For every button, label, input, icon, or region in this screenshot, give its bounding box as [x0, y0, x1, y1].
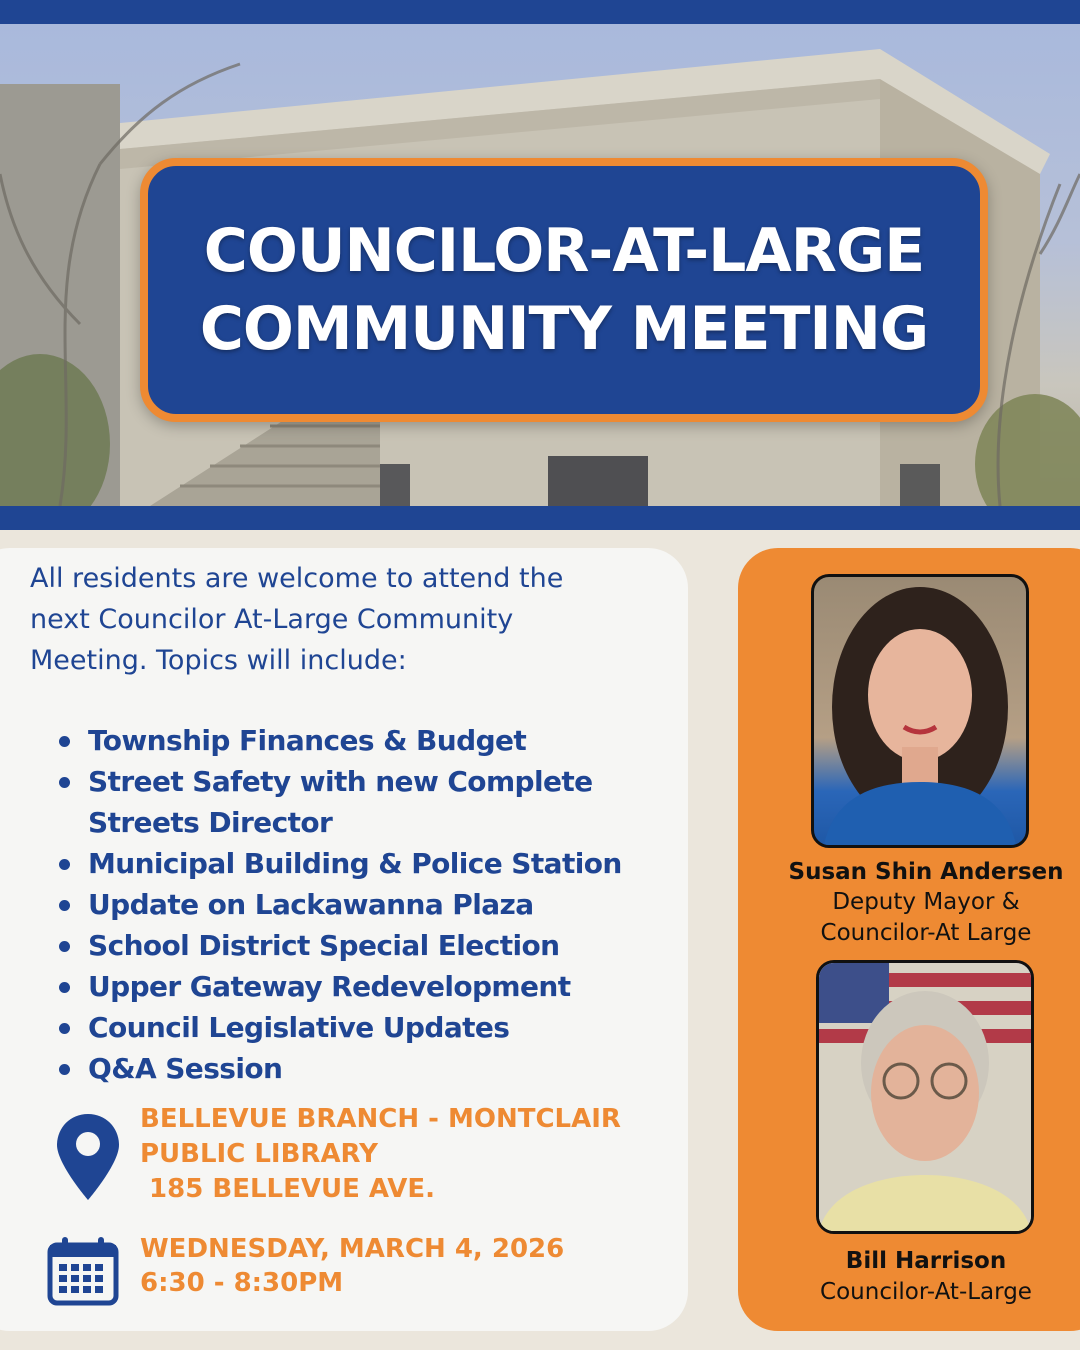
meeting-date: WEDNESDAY, MARCH 4, 2026 — [140, 1234, 565, 1264]
topic-label: Township Finances & Budget — [88, 724, 527, 757]
topic-label: Upper Gateway Redevelopment — [88, 970, 571, 1003]
topic-item-continuation — [55, 802, 675, 843]
topic-item — [55, 884, 675, 925]
intro-text — [30, 558, 650, 681]
portrait-illustration — [814, 577, 1026, 845]
bullet-icon — [59, 777, 70, 788]
event-title-banner — [140, 158, 988, 422]
speaker-role: Councilor-At-Large — [820, 1279, 1032, 1305]
speaker-photo-bill — [816, 960, 1034, 1234]
intro-line: next Councilor At-Large Community — [30, 604, 514, 635]
portrait-illustration — [819, 963, 1031, 1231]
topic-label: Municipal Building & Police Station — [88, 847, 622, 880]
topic-item — [55, 1007, 675, 1048]
hero-bottom-bar — [0, 506, 1080, 530]
topic-label: Street Safety with new Complete — [88, 765, 593, 798]
bullet-icon — [59, 859, 70, 870]
topic-item — [55, 761, 675, 802]
meeting-datetime — [140, 1232, 660, 1300]
bullet-icon — [59, 900, 70, 911]
meeting-time: 6:30 - 8:30PM — [140, 1268, 344, 1298]
bullet-icon — [59, 941, 70, 952]
intro-line: All residents are welcome to attend the — [30, 563, 564, 594]
topic-label: Council Legislative Updates — [88, 1011, 510, 1044]
speaker-role: Deputy Mayor & — [832, 889, 1020, 915]
speaker-name: Susan Shin Andersen — [788, 859, 1064, 885]
meeting-location — [140, 1102, 660, 1207]
location-line: BELLEVUE BRANCH - MONTCLAIR — [140, 1104, 621, 1134]
bullet-icon — [59, 1064, 70, 1075]
bullet-icon — [59, 1023, 70, 1034]
calendar-icon — [47, 1236, 119, 1306]
topic-label: School District Special Election — [88, 929, 560, 962]
topic-item — [55, 925, 675, 966]
map-pin-icon — [55, 1112, 121, 1202]
title-line-1: COUNCILOR-AT-LARGE — [203, 216, 925, 286]
intro-line: Meeting. Topics will include: — [30, 645, 407, 676]
top-accent-bar — [0, 0, 1080, 24]
speaker-photo-susan — [811, 574, 1029, 848]
topic-label: Streets Director — [88, 806, 333, 839]
topic-label: Q&A Session — [88, 1052, 283, 1085]
topics-list — [55, 720, 675, 1089]
topic-item — [55, 720, 675, 761]
topic-item — [55, 1048, 675, 1089]
bullet-icon — [59, 982, 70, 993]
topic-label: Update on Lackawanna Plaza — [88, 888, 534, 921]
topic-item — [55, 966, 675, 1007]
location-line: 185 BELLEVUE AVE. — [140, 1174, 436, 1204]
title-line-2: COMMUNITY MEETING — [199, 294, 929, 364]
topic-item — [55, 843, 675, 884]
speaker-role: Councilor-At Large — [820, 920, 1032, 946]
location-line: PUBLIC LIBRARY — [140, 1139, 378, 1169]
speaker-name: Bill Harrison — [845, 1248, 1007, 1274]
bullet-icon — [59, 736, 70, 747]
